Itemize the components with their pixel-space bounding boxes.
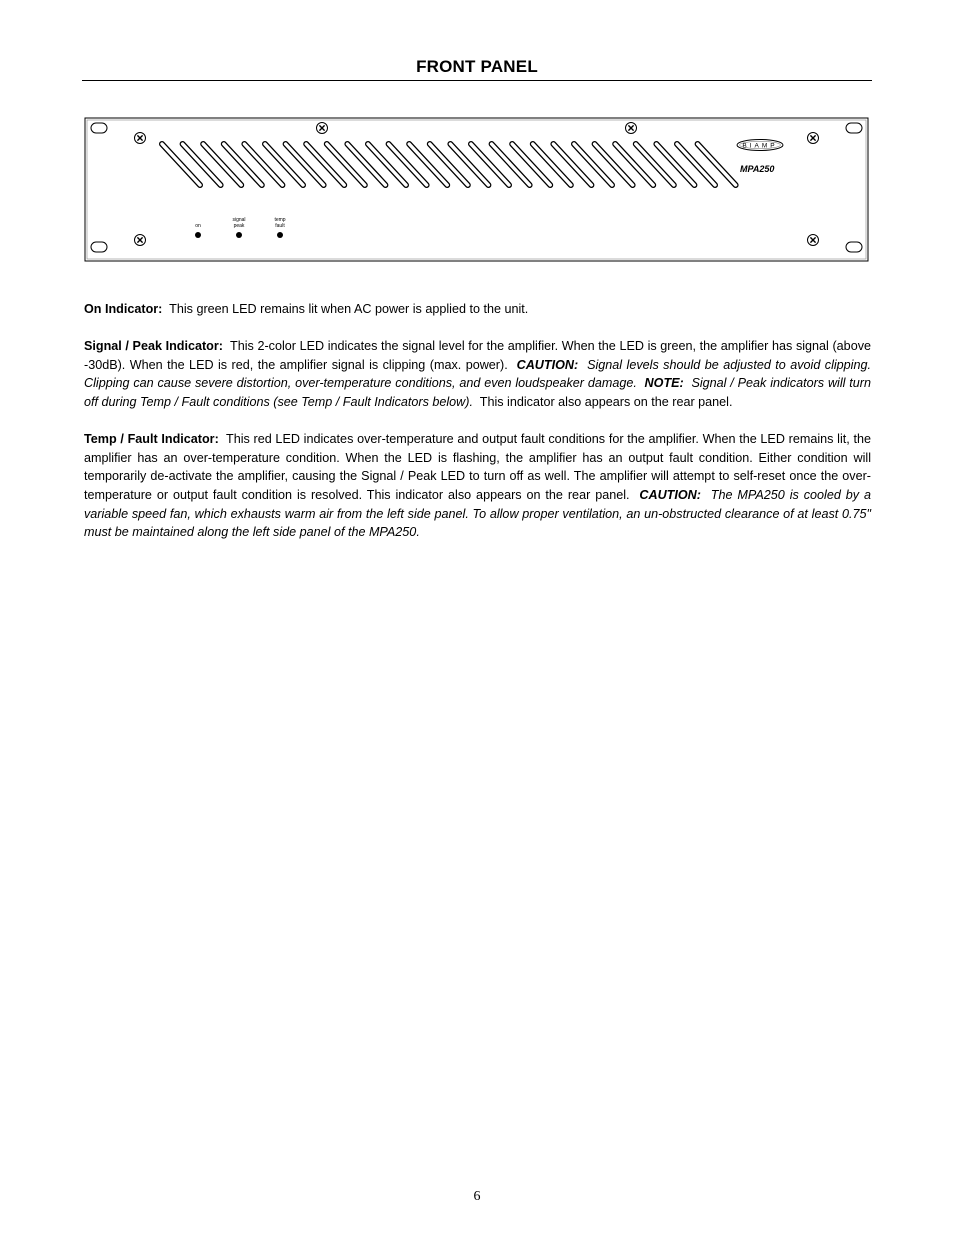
signal-peak-led [236, 232, 242, 238]
paragraph-on-indicator [84, 300, 871, 319]
page-number: 6 [473, 1189, 481, 1204]
screw-icon [135, 235, 146, 246]
front-panel-diagram [84, 117, 870, 263]
title-rule [82, 80, 872, 81]
paragraph-temp-fault-indicator [84, 430, 871, 542]
paragraph-signal-peak-indicator [84, 337, 871, 411]
screw-icon [626, 123, 637, 134]
front-panel-drawing [84, 117, 870, 263]
signal-caution-text: Signal levels should be adjusted to avoid clipping. Clipping can cause severe distortion, over-temperature conditions, and even loudspeaker damage. [84, 357, 871, 391]
screw-icon [135, 133, 146, 144]
screw-icon [808, 235, 819, 246]
temp-fault-label: Temp / Fault Indicator: [84, 432, 219, 447]
on-indicator-label: On Indicator: [84, 302, 163, 316]
page-title: FRONT PANEL [416, 57, 538, 76]
signal-rear-panel-text: This indicator also appears on the rear panel. [479, 394, 733, 409]
screw-icon [808, 133, 819, 144]
model-name: MPA250 [740, 164, 775, 174]
signal-peak-label: Signal / Peak Indicator: [84, 339, 223, 354]
led-label-peak: peak [233, 223, 245, 229]
signal-caution-label: CAUTION: [516, 357, 579, 372]
temp-fault-led [277, 232, 283, 238]
on-indicator-text: This green LED remains lit when AC power is applied to the unit. [169, 302, 529, 316]
signal-note-text: Signal / Peak indicators will turn off during Temp / Fault conditions (see Temp / Fault Indicators below). [84, 376, 871, 409]
signal-note-label: NOTE: [644, 376, 684, 391]
body-text [84, 300, 871, 560]
signal-peak-text: This 2-color LED indicates the signal level for the amplifier. When the LED is green, the amplifier has signal (above -30dB). When the LED is red, the amplifier signal is clipping (max. power). [84, 339, 871, 372]
led-label-signal: signal [232, 217, 246, 223]
panel-outline [85, 118, 868, 261]
temp-caution-text: The MPA250 is cooled by a variable speed fan, which exhausts warm air from the left side panel. To allow proper ventilation, an un-obstructed clearance of at least 0.75" must be maintained along the left side panel of the MPA250. [84, 487, 872, 540]
on-led [195, 232, 201, 238]
led-label-on: on [195, 223, 201, 229]
brand-logo [737, 140, 783, 151]
screw-icon [317, 123, 328, 134]
temp-caution-label: CAUTION: [639, 487, 701, 502]
led-label-fault: fault [275, 223, 285, 229]
temp-fault-text: This red LED indicates over-temperature and output fault conditions for the amplifier. When the LED remains lit, the amplifier has an over-temperature condition. When the LED is flashing, the amplifier has an output fault condition. Either condition will temporarily de-activate the amplifier, causing the Signal / Peak LED to turn off as well. The amplifier will attempt to self-reset once the over-temperature or output fault condition is resolved. This indicator also appears on the rear panel. [84, 432, 871, 502]
led-label-temp: temp [274, 217, 286, 223]
brand-name: BIAMP [742, 142, 778, 150]
